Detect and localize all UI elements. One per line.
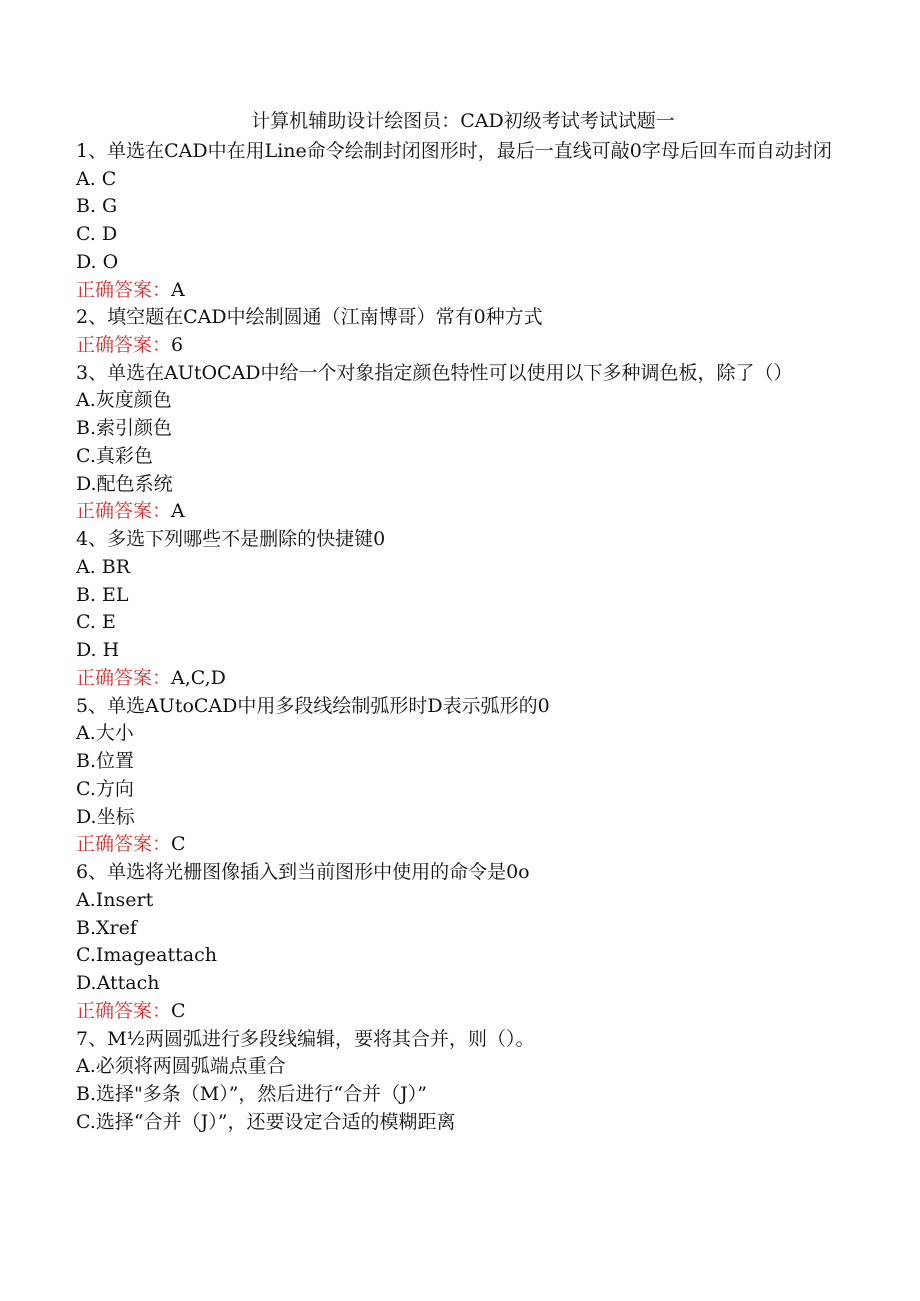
answer-value: A	[171, 500, 185, 523]
answer-label: 正确答案：	[76, 500, 172, 523]
question-3	[76, 360, 840, 526]
answer-line	[76, 831, 840, 859]
answer-label: 正确答案：	[76, 666, 172, 689]
option: C.真彩色	[76, 444, 153, 467]
option: A. C	[76, 167, 117, 190]
answer-label: 正确答案：	[76, 333, 172, 356]
question-text: 3、单选在AUtOCAD中给一个对象指定颜色特性可以使用以下多种调色板，除了（）	[76, 361, 793, 384]
option: B.索引颜色	[76, 417, 173, 440]
option: A.灰度颜色	[76, 389, 172, 412]
question-text: 6、单选将光栅图像插入到当前图形中使用的命令是0o	[76, 861, 530, 884]
option: C.Imageattach	[76, 944, 217, 967]
answer-label: 正确答案：	[76, 278, 172, 301]
option: B. G	[76, 195, 118, 218]
option: B.选择"多条（M）”，然后进行“合并（J）”	[76, 1083, 427, 1106]
question-7	[76, 1026, 840, 1137]
option: A.必须将两圆弧端点重合	[76, 1055, 286, 1078]
question-4	[76, 526, 840, 692]
answer-value: A	[171, 278, 185, 301]
document-title: 计算机辅助设计绘图员：CAD初级考试考试试题一	[251, 110, 675, 132]
answer-line	[76, 332, 840, 360]
answer-line	[76, 498, 840, 526]
answer-value: C	[171, 833, 186, 856]
option: C.选择“合并（J）”，还要设定合适的模糊距离	[76, 1110, 456, 1133]
option: B.位置	[76, 750, 135, 773]
answer-value: C	[171, 999, 186, 1022]
answer-label: 正确答案：	[76, 999, 172, 1022]
option: D.配色系统	[76, 472, 173, 495]
question-5	[76, 693, 840, 859]
answer-line	[76, 277, 840, 305]
option: A.Insert	[76, 888, 154, 911]
option: B. EL	[76, 583, 129, 606]
answer-line	[76, 998, 840, 1026]
option: C. D	[76, 223, 118, 246]
option: A.大小	[76, 722, 134, 745]
answer-value: A,C,D	[171, 666, 226, 689]
question-text: 2、填空题在CAD中绘制圆通（江南博哥）常有0种方式	[76, 306, 543, 329]
option: D. O	[76, 250, 119, 273]
question-text: 1、单选在CAD中在用Line命令绘制封闭图形时，最后一直线可敲0字母后回车而自动封闭	[76, 140, 832, 162]
option: D.坐标	[76, 805, 135, 828]
question-text: 4、多选下列哪些不是删除的快捷键0	[76, 528, 386, 551]
option: B.Xref	[76, 916, 137, 939]
question-2	[76, 304, 840, 359]
answer-value: 6	[171, 333, 184, 356]
option: D.Attach	[76, 972, 160, 995]
question-6	[76, 859, 840, 1025]
question-1	[76, 138, 840, 304]
option: C.方向	[76, 777, 134, 800]
question-text: 5、单选AUtoCAD中用多段线绘制弧形时D表示弧形的0	[76, 694, 550, 717]
answer-line	[76, 665, 840, 693]
option: D. H	[76, 639, 120, 662]
question-text: 7、M½两圆弧进行多段线编辑，要将其合并，则（）。	[76, 1027, 535, 1050]
answer-label: 正确答案：	[76, 833, 172, 856]
option: C. E	[76, 611, 116, 634]
option: A. BR	[76, 555, 131, 578]
